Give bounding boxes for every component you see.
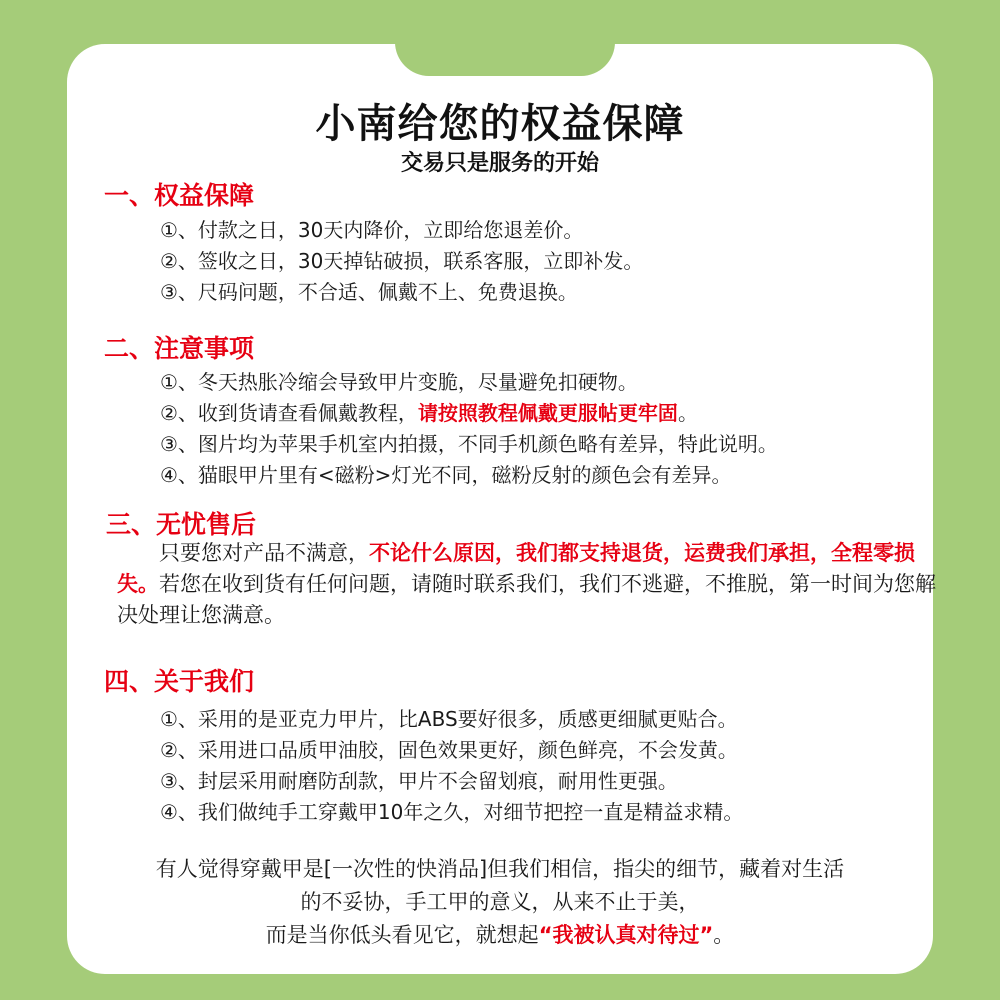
list-item bbox=[160, 397, 698, 426]
list-item: ③、封层采用耐磨防刮款，甲片不会留划痕，耐用性更强。 bbox=[160, 769, 678, 793]
closing-statement bbox=[0, 853, 1000, 952]
list-item: ④、我们做纯手工穿戴甲10年之久，对细节把控一直是精益求精。 bbox=[160, 800, 744, 824]
list-item: ①、冬天热胀冷缩会导致甲片变脆，尽量避免扣硬物。 bbox=[160, 370, 638, 394]
list-item-end: 。 bbox=[677, 401, 698, 425]
list-item: ③、图片均为苹果手机室内拍摄，不同手机颜色略有差异，特此说明。 bbox=[160, 432, 778, 456]
list-item: ②、采用进口品质甲油胶，固色效果更好，颜色鲜亮，不会发黄。 bbox=[160, 738, 738, 762]
closing-text: 而是当你低头看见它，就想起 bbox=[265, 923, 539, 947]
card-notch bbox=[395, 24, 615, 76]
closing-line: 有人觉得穿戴甲是[一次性的快消品]但我们相信，指尖的细节，藏着对生活 bbox=[155, 857, 845, 881]
list-item: ①、付款之日，30天内降价，立即给您退差价。 bbox=[160, 218, 584, 242]
closing-line: 的不妥协，手工甲的意义，从来不止于美， bbox=[300, 890, 700, 914]
list-item: ④、猫眼甲片里有<磁粉>灯光不同，磁粉反射的颜色会有差异。 bbox=[160, 463, 732, 487]
paragraph-text: 若您在收到货有任何问题，请随时联系我们，我们不逃避，不推脱，第一时间为您解决处理让您满意。 bbox=[117, 572, 936, 627]
list-item: ②、签收之日，30天掉钻破损，联系客服，立即补发。 bbox=[160, 249, 644, 273]
closing-end: 。 bbox=[713, 923, 735, 947]
section-heading-notes: 二、注意事项 bbox=[104, 334, 255, 363]
section-heading-aftersales: 三、无忧售后 bbox=[106, 510, 257, 539]
list-item-text: ②、收到货请查看佩戴教程， bbox=[160, 401, 418, 425]
page-subtitle: 交易只是服务的开始 bbox=[400, 150, 599, 176]
section-heading-rights: 一、权益保障 bbox=[104, 181, 255, 210]
aftersales-paragraph bbox=[117, 538, 937, 631]
page-title: 小南给您的权益保障 bbox=[315, 100, 685, 147]
highlight-text: 请按照教程佩戴更服帖更牢固 bbox=[417, 401, 678, 425]
list-item: ①、采用的是亚克力甲片，比ABS要好很多，质感更细腻更贴合。 bbox=[160, 707, 738, 731]
highlight-quote: “我被认真对待过” bbox=[538, 923, 714, 947]
highlight-text: 不论什么原因，我们都支持退货，运费我们承担，全程零损失。 bbox=[117, 541, 915, 596]
list-item: ③、尺码问题，不合适、佩戴不上、免费退换。 bbox=[160, 280, 578, 304]
section-heading-about: 四、关于我们 bbox=[104, 667, 255, 696]
paragraph-text: 只要您对产品不满意， bbox=[159, 541, 369, 565]
closing-line bbox=[0, 919, 1000, 952]
